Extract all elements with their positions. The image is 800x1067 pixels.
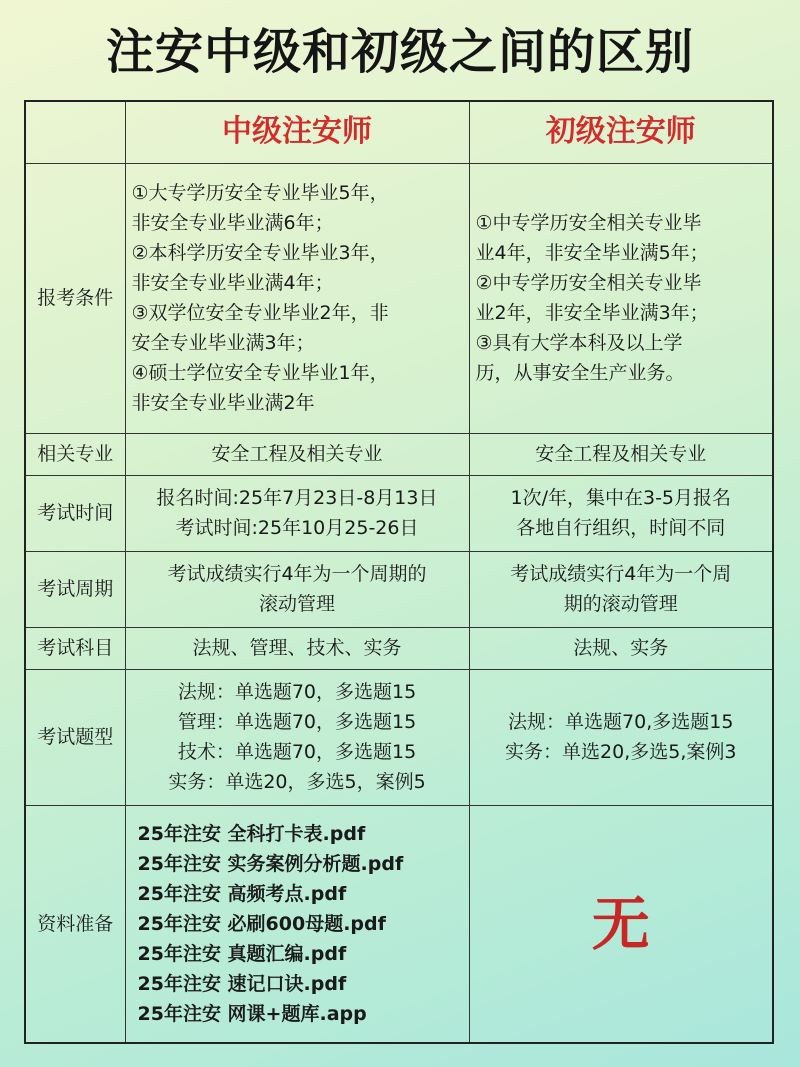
resource-item: 25年注安 必刷600母题.pdf — [137, 912, 386, 935]
text-line: 安全工程及相关专业 — [211, 443, 383, 465]
row-subjects — [25, 627, 773, 669]
header-row — [25, 101, 773, 163]
corner-cell — [25, 101, 125, 163]
column-header-junior: 初级注安师 — [469, 101, 773, 163]
text-line: 实务：单选20,多选5,案例3 — [505, 741, 737, 763]
row-label-subjects: 考试科目 — [25, 627, 125, 669]
text-line: 法规：单选题70,多选题15 — [508, 711, 734, 733]
row-label-eligibility: 报考条件 — [25, 163, 125, 433]
cell-materials-mid — [125, 805, 469, 1043]
cell-eligibility-mid — [125, 163, 469, 433]
row-exam-time — [25, 475, 773, 551]
text-line: 考试成绩实行4年为一个周期的 — [167, 563, 427, 585]
row-question-types — [25, 669, 773, 805]
row-label-question-types: 考试题型 — [25, 669, 125, 805]
text-line: 法规、实务 — [573, 637, 669, 659]
text-line: 滚动管理 — [258, 593, 335, 615]
comparison-table — [24, 100, 774, 1044]
text-line: 法规：单选题70，多选题15 — [177, 681, 417, 703]
cell-major-mid — [125, 433, 469, 475]
text-line: 安全工程及相关专业 — [535, 443, 707, 465]
cell-exam-time-mid — [125, 475, 469, 551]
resource-item: 25年注安 真题汇编.pdf — [137, 942, 347, 965]
text-line: 业2年，非安全毕业满3年； — [475, 302, 709, 324]
text-line: 1次/年，集中在3-5月报名 — [510, 487, 732, 509]
cell-subjects-junior — [469, 627, 773, 669]
text-line: ②本科学历安全专业毕业3年， — [131, 242, 389, 264]
text-line: 非安全专业毕业满2年 — [131, 392, 315, 414]
text-line: 管理：单选题70，多选题15 — [177, 711, 417, 733]
row-label-exam-cycle: 考试周期 — [25, 551, 125, 627]
text-line: 期的滚动管理 — [563, 593, 678, 615]
text-line: 技术：单选题70，多选题15 — [177, 741, 417, 763]
resource-item: 25年注安 高频考点.pdf — [137, 882, 347, 905]
text-line: ④硕士学位安全专业毕业1年， — [131, 362, 389, 384]
cell-eligibility-junior — [469, 163, 773, 433]
text-line: 各地自行组织，时间不同 — [516, 517, 726, 539]
text-line: ③双学位安全专业毕业2年，非 — [131, 302, 389, 324]
column-header-mid: 中级注安师 — [125, 101, 469, 163]
text-line: 业4年，非安全毕业满5年； — [475, 242, 709, 264]
text-line: ①中专学历安全相关专业毕 — [475, 212, 702, 234]
cell-major-junior — [469, 433, 773, 475]
cell-materials-junior: 无 — [469, 805, 773, 1043]
cell-subjects-mid — [125, 627, 469, 669]
resource-item: 25年注安 网课+题库.app — [137, 1002, 367, 1025]
row-label-exam-time: 考试时间 — [25, 475, 125, 551]
page-title: 注安中级和初级之间的区别 — [105, 24, 694, 80]
text-line: 历，从事安全生产业务。 — [475, 362, 685, 384]
cell-exam-time-junior — [469, 475, 773, 551]
text-line: 非安全专业毕业满4年； — [131, 272, 334, 294]
text-line: 非安全专业毕业满6年； — [131, 212, 334, 234]
resource-item: 25年注安 速记口诀.pdf — [137, 972, 347, 995]
text-line: 考试成绩实行4年为一个周 — [510, 563, 732, 585]
cell-exam-cycle-mid — [125, 551, 469, 627]
text-line: ③具有大学本科及以上学 — [475, 332, 683, 354]
text-line: 报名时间:25年7月23日-8月13日 — [156, 487, 438, 509]
resource-item: 25年注安 全科打卡表.pdf — [137, 822, 366, 845]
cell-question-types-junior — [469, 669, 773, 805]
row-major — [25, 433, 773, 475]
text-line: 安全专业毕业满3年； — [131, 332, 315, 354]
row-eligibility — [25, 163, 773, 433]
row-label-major: 相关专业 — [25, 433, 125, 475]
row-label-materials: 资料准备 — [25, 805, 125, 1043]
row-exam-cycle — [25, 551, 773, 627]
text-line: 法规、管理、技术、实务 — [192, 637, 402, 659]
cell-question-types-mid — [125, 669, 469, 805]
row-materials — [25, 805, 773, 1043]
cell-exam-cycle-junior — [469, 551, 773, 627]
text-line: 考试时间:25年10月25-26日 — [175, 517, 419, 539]
text-line: 实务：单选20，多选5，案例5 — [168, 771, 426, 793]
text-line: ②中专学历安全相关专业毕 — [475, 272, 702, 294]
resource-item: 25年注安 实务案例分析题.pdf — [137, 852, 404, 875]
text-line: ①大专学历安全专业毕业5年， — [131, 182, 389, 204]
